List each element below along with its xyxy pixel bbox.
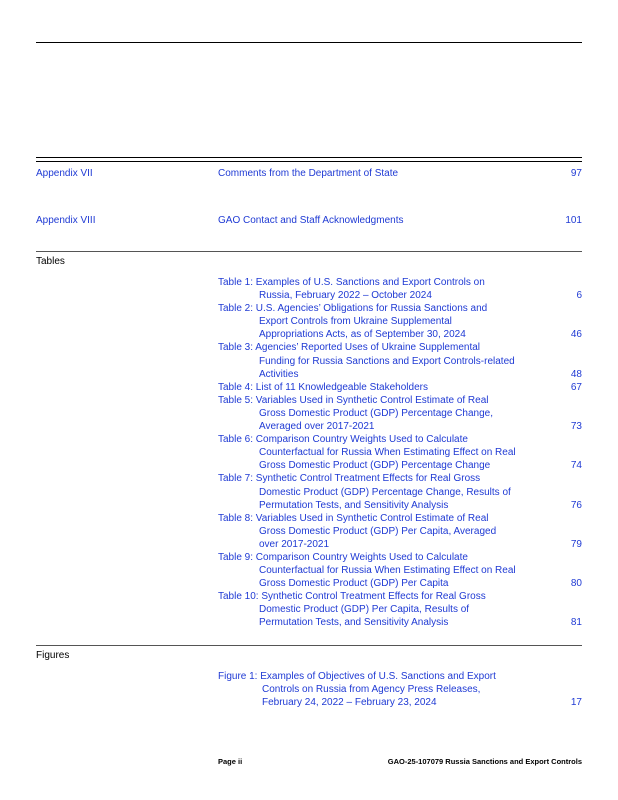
entry-line[interactable]: Gross Domestic Product (GDP) Percentage Change, <box>259 407 493 419</box>
tables-heading: Tables <box>36 256 65 267</box>
entry-line[interactable]: Table 8: Variables Used in Synthetic Control Estimate of Real <box>218 512 489 524</box>
entry-line[interactable]: Russia, February 2022 – October 2024 <box>259 290 432 302</box>
entry-page[interactable]: 6 <box>576 290 582 302</box>
entry-line[interactable]: Domestic Product (GDP) Percentage Change, Results of <box>259 486 511 498</box>
table-entry[interactable] <box>218 512 582 551</box>
table-entry[interactable] <box>218 590 582 629</box>
entry-line[interactable]: Table 7: Synthetic Control Treatment Effects for Real Gross <box>218 473 481 485</box>
entry-page[interactable]: 46 <box>570 329 582 341</box>
entry-line[interactable]: Table 6: Comparison Country Weights Used to Calculate <box>218 434 468 446</box>
section-rule-lower <box>36 161 582 162</box>
entry-line[interactable]: Table 1: Examples of U.S. Sanctions and Export Controls on <box>218 277 485 288</box>
table-entry[interactable] <box>218 433 582 472</box>
appendix-row[interactable] <box>36 168 582 184</box>
figures-heading: Figures <box>36 650 70 661</box>
appendix-page[interactable]: 97 <box>570 168 582 179</box>
entry-line[interactable]: Domestic Product (GDP) Per Capita, Results of <box>259 604 470 616</box>
appendix-label[interactable]: Appendix VII <box>36 168 93 179</box>
appendix-row[interactable] <box>36 215 582 231</box>
entry-page[interactable]: 73 <box>570 421 582 433</box>
entry-line[interactable]: Counterfactual for Russia When Estimating Effect on Real <box>259 565 516 577</box>
entry-line[interactable]: Export Controls from Ukraine Supplemental <box>259 316 452 328</box>
entry-page[interactable]: 76 <box>570 499 582 511</box>
table-entry[interactable] <box>218 472 582 511</box>
entry-line[interactable]: Figure 1: Examples of Objectives of U.S. Sanctions and Export <box>218 671 496 682</box>
tables-list <box>218 276 582 630</box>
entry-line[interactable]: Permutation Tests, and Sensitivity Analysis <box>259 499 449 511</box>
footer-report-id: GAO-25-107079 Russia Sanctions and Export Controls <box>387 757 582 766</box>
appendix-label[interactable]: Appendix VIII <box>36 215 96 226</box>
entry-line[interactable]: Permutation Tests, and Sensitivity Analysis <box>259 617 449 629</box>
entry-line[interactable]: Appropriations Acts, as of September 30, 2024 <box>259 329 466 341</box>
tables-divider <box>36 251 582 252</box>
entry-page[interactable]: 67 <box>570 381 582 393</box>
entry-line[interactable]: Table 5: Variables Used in Synthetic Control Estimate of Real <box>218 394 489 406</box>
appendix-title[interactable]: GAO Contact and Staff Acknowledgments <box>218 215 404 226</box>
footer-page-number: Page ii <box>218 757 243 766</box>
entry-line[interactable]: Counterfactual for Russia When Estimating Effect on Real <box>259 447 516 459</box>
entry-page[interactable]: 17 <box>570 697 582 709</box>
entry-line[interactable]: Gross Domestic Product (GDP) Per Capita <box>259 578 449 590</box>
table-entry[interactable] <box>218 381 582 394</box>
table-entry[interactable] <box>218 302 582 341</box>
entry-page[interactable]: 74 <box>570 460 582 472</box>
entry-line[interactable]: Gross Domestic Product (GDP) Percentage Change <box>259 460 491 472</box>
entry-page[interactable]: 48 <box>570 368 582 380</box>
appendix-title[interactable]: Comments from the Department of State <box>218 168 399 179</box>
entry-line[interactable]: February 24, 2022 – February 23, 2024 <box>262 697 437 709</box>
appendix-page[interactable]: 101 <box>565 215 582 226</box>
entry-page[interactable]: 81 <box>570 617 582 629</box>
section-rule-upper <box>36 157 582 158</box>
figures-list <box>218 670 582 709</box>
entry-line[interactable]: over 2017-2021 <box>259 538 330 550</box>
table-entry[interactable] <box>218 276 582 302</box>
entry-line[interactable]: Activities <box>259 368 299 380</box>
entry-line[interactable]: Averaged over 2017-2021 <box>259 421 375 433</box>
figure-entry[interactable] <box>218 670 582 709</box>
entry-line[interactable]: Gross Domestic Product (GDP) Per Capita, Averaged <box>259 525 497 537</box>
entry-line[interactable]: Controls on Russia from Agency Press Releases, <box>262 684 481 696</box>
entry-line[interactable]: Table 4: List of 11 Knowledgeable Stakeholders <box>218 381 428 393</box>
entry-line[interactable]: Table 10: Synthetic Control Treatment Effects for Real Gross <box>218 591 486 603</box>
figures-divider <box>36 645 582 646</box>
table-entry[interactable] <box>218 551 582 590</box>
entry-page[interactable]: 79 <box>570 538 582 550</box>
table-entry[interactable] <box>218 341 582 380</box>
entry-page[interactable]: 80 <box>570 578 582 590</box>
entry-line[interactable]: Funding for Russia Sanctions and Export Controls-related <box>259 355 515 367</box>
entry-line[interactable]: Table 9: Comparison Country Weights Used to Calculate <box>218 551 468 563</box>
entry-line[interactable]: Table 3: Agencies’ Reported Uses of Ukraine Supplemental <box>218 342 481 354</box>
table-entry[interactable] <box>218 394 582 433</box>
header-rule <box>36 42 582 43</box>
entry-line[interactable]: Table 2: U.S. Agencies’ Obligations for Russia Sanctions and <box>218 303 488 315</box>
